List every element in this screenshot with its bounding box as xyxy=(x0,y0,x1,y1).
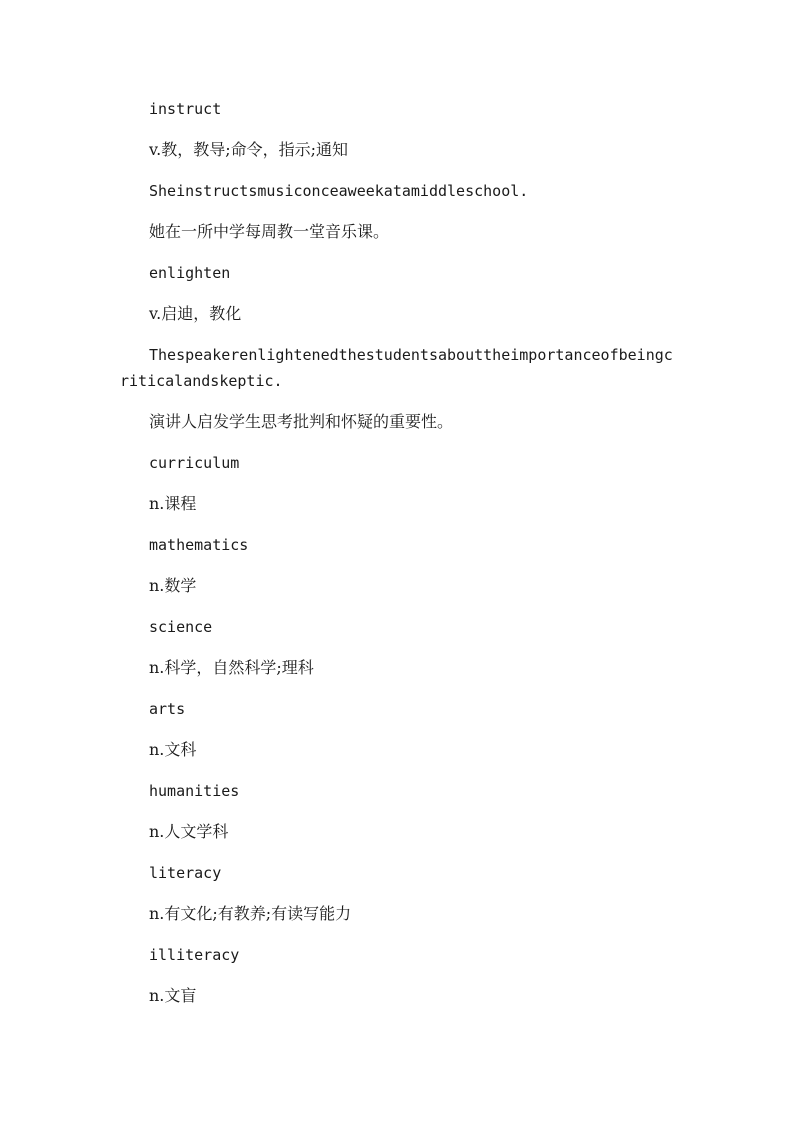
definition-arts: n.文科 xyxy=(149,740,197,759)
example-sentence-instruct: Sheinstructsmusiconceaweekatamiddleschool. xyxy=(149,182,529,200)
vocab-word-mathematics: mathematics xyxy=(149,536,249,554)
definition-enlighten: v.启迪，教化 xyxy=(149,304,242,323)
definition-mathematics: n.数学 xyxy=(149,576,197,595)
translation-instruct: 她在一所中学每周教一堂音乐课。 xyxy=(149,222,390,241)
definition-instruct: v.教，教导;命令，指示;通知 xyxy=(149,140,349,159)
vocab-word-curriculum: curriculum xyxy=(149,454,240,472)
vocab-word-enlighten: enlighten xyxy=(149,264,231,282)
vocab-word-science: science xyxy=(149,618,213,636)
vocab-word-instruct: instruct xyxy=(149,100,222,118)
definition-science: n.科学，自然科学;理科 xyxy=(149,658,314,677)
vocab-word-arts: arts xyxy=(149,700,186,718)
translation-enlighten: 演讲人启发学生思考批判和怀疑的重要性。 xyxy=(149,412,454,431)
vocab-word-humanities: humanities xyxy=(149,782,240,800)
definition-curriculum: n.课程 xyxy=(149,494,197,513)
definition-humanities: n.人文学科 xyxy=(149,822,229,841)
definition-literacy: n.有文化;有教养;有读写能力 xyxy=(149,904,352,923)
definition-illiteracy: n.文盲 xyxy=(149,986,197,1005)
vocab-word-literacy: literacy xyxy=(149,864,222,882)
vocabulary-list xyxy=(120,96,680,1024)
vocab-word-illiteracy: illiteracy xyxy=(149,946,240,964)
example-sentence-enlighten: Thespeakerenlightenedthestudentsabouttheimportanceofbeingcriticalandskeptic. xyxy=(120,346,673,390)
